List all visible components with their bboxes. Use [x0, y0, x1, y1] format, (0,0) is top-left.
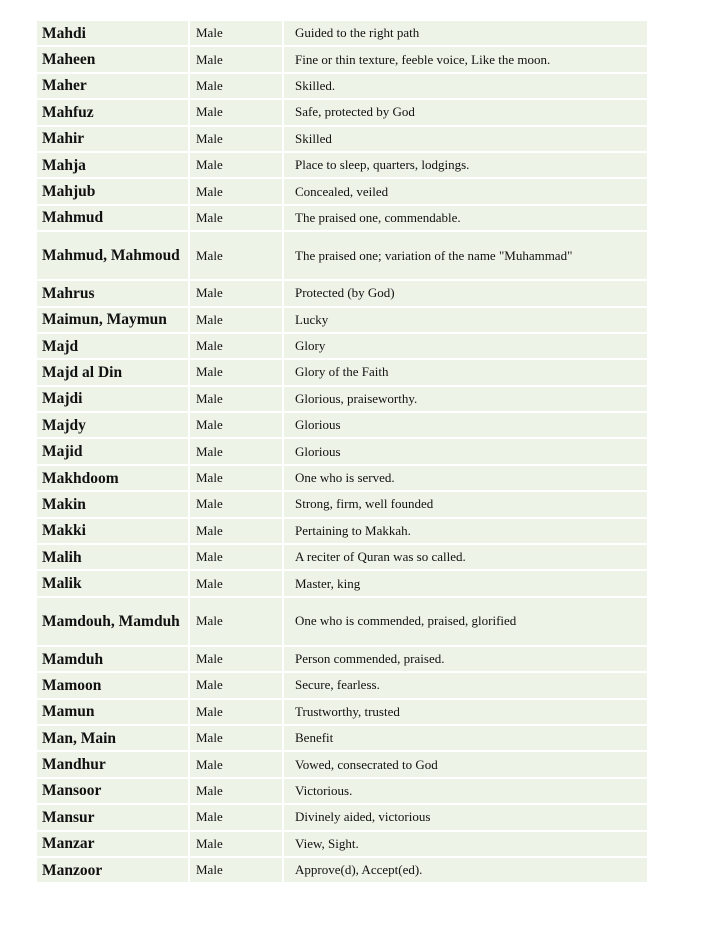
gender-cell: Male — [189, 518, 283, 544]
table-row — [37, 178, 647, 204]
gender-cell: Male — [189, 570, 283, 596]
name-cell: Maher — [37, 73, 189, 99]
meaning-cell: Place to sleep, quarters, lodgings. — [283, 152, 647, 178]
table-row — [37, 412, 647, 438]
meaning-cell: Secure, fearless. — [283, 672, 647, 698]
table-row — [37, 231, 647, 280]
meaning-cell: Guided to the right path — [283, 21, 647, 46]
name-cell: Mansoor — [37, 778, 189, 804]
gender-cell: Male — [189, 778, 283, 804]
meaning-cell: The praised one; variation of the name "Muhammad" — [283, 231, 647, 280]
name-cell: Majd al Din — [37, 359, 189, 385]
meaning-cell: Fine or thin texture, feeble voice, Like the moon. — [283, 46, 647, 72]
meaning-cell: Safe, protected by God — [283, 99, 647, 125]
gender-cell: Male — [189, 152, 283, 178]
meaning-cell: Pertaining to Makkah. — [283, 518, 647, 544]
gender-cell: Male — [189, 21, 283, 46]
gender-cell: Male — [189, 751, 283, 777]
meaning-cell: View, Sight. — [283, 831, 647, 857]
table-row — [37, 333, 647, 359]
gender-cell: Male — [189, 857, 283, 883]
name-cell: Mahjub — [37, 178, 189, 204]
meaning-cell: Concealed, veiled — [283, 178, 647, 204]
gender-cell: Male — [189, 231, 283, 280]
meaning-cell: Trustworthy, trusted — [283, 699, 647, 725]
name-cell: Mahir — [37, 126, 189, 152]
gender-cell: Male — [189, 646, 283, 672]
name-cell: Mahrus — [37, 280, 189, 306]
gender-cell: Male — [189, 699, 283, 725]
meaning-cell: Skilled. — [283, 73, 647, 99]
table-row — [37, 491, 647, 517]
meaning-cell: Divinely aided, victorious — [283, 804, 647, 830]
name-cell: Man, Main — [37, 725, 189, 751]
table-row — [37, 438, 647, 464]
gender-cell: Male — [189, 438, 283, 464]
table-row — [37, 99, 647, 125]
name-cell: Mandhur — [37, 751, 189, 777]
name-cell: Malih — [37, 544, 189, 570]
table-row — [37, 307, 647, 333]
gender-cell: Male — [189, 465, 283, 491]
meaning-cell: One who is served. — [283, 465, 647, 491]
name-cell: Mahmud — [37, 205, 189, 231]
meaning-cell: Skilled — [283, 126, 647, 152]
gender-cell: Male — [189, 831, 283, 857]
table-row — [37, 73, 647, 99]
name-cell: Mansur — [37, 804, 189, 830]
table-row — [37, 725, 647, 751]
gender-cell: Male — [189, 725, 283, 751]
meaning-cell: Benefit — [283, 725, 647, 751]
table-row — [37, 46, 647, 72]
name-cell: Malik — [37, 570, 189, 596]
name-cell: Mamduh — [37, 646, 189, 672]
meaning-cell: One who is commended, praised, glorified — [283, 597, 647, 646]
name-cell: Mahdi — [37, 21, 189, 46]
table-row — [37, 126, 647, 152]
name-cell: Makki — [37, 518, 189, 544]
table-row — [37, 465, 647, 491]
name-cell: Maimun, Maymun — [37, 307, 189, 333]
table-row — [37, 751, 647, 777]
gender-cell: Male — [189, 178, 283, 204]
name-cell: Mamoon — [37, 672, 189, 698]
table-row — [37, 778, 647, 804]
gender-cell: Male — [189, 126, 283, 152]
table-row — [37, 672, 647, 698]
table-row — [37, 21, 647, 46]
gender-cell: Male — [189, 597, 283, 646]
meaning-cell: Glory of the Faith — [283, 359, 647, 385]
meaning-cell: Approve(d), Accept(ed). — [283, 857, 647, 883]
gender-cell: Male — [189, 672, 283, 698]
name-cell: Majid — [37, 438, 189, 464]
gender-cell: Male — [189, 73, 283, 99]
table-row — [37, 544, 647, 570]
meaning-cell: Glorious, praiseworthy. — [283, 386, 647, 412]
name-cell: Mahja — [37, 152, 189, 178]
table-row — [37, 152, 647, 178]
gender-cell: Male — [189, 307, 283, 333]
meaning-cell: A reciter of Quran was so called. — [283, 544, 647, 570]
names-table-body — [37, 21, 647, 883]
name-cell: Makin — [37, 491, 189, 517]
meaning-cell: Master, king — [283, 570, 647, 596]
gender-cell: Male — [189, 205, 283, 231]
table-row — [37, 570, 647, 596]
gender-cell: Male — [189, 544, 283, 570]
meaning-cell: Glory — [283, 333, 647, 359]
meaning-cell: Vowed, consecrated to God — [283, 751, 647, 777]
name-cell: Manzar — [37, 831, 189, 857]
gender-cell: Male — [189, 386, 283, 412]
names-table — [37, 21, 647, 884]
name-cell: Mamun — [37, 699, 189, 725]
name-cell: Majd — [37, 333, 189, 359]
table-row — [37, 280, 647, 306]
name-cell: Majdi — [37, 386, 189, 412]
meaning-cell: Lucky — [283, 307, 647, 333]
meaning-cell: Glorious — [283, 438, 647, 464]
table-row — [37, 597, 647, 646]
table-row — [37, 386, 647, 412]
gender-cell: Male — [189, 804, 283, 830]
table-row — [37, 518, 647, 544]
name-cell: Mahmud, Mahmoud — [37, 231, 189, 280]
table-row — [37, 359, 647, 385]
meaning-cell: Person commended, praised. — [283, 646, 647, 672]
name-cell: Mamdouh, Mamduh — [37, 597, 189, 646]
name-cell: Makhdoom — [37, 465, 189, 491]
table-row — [37, 646, 647, 672]
gender-cell: Male — [189, 99, 283, 125]
gender-cell: Male — [189, 491, 283, 517]
table-row — [37, 831, 647, 857]
gender-cell: Male — [189, 412, 283, 438]
table-row — [37, 205, 647, 231]
meaning-cell: Glorious — [283, 412, 647, 438]
name-cell: Maheen — [37, 46, 189, 72]
gender-cell: Male — [189, 333, 283, 359]
gender-cell: Male — [189, 46, 283, 72]
table-row — [37, 857, 647, 883]
meaning-cell: Victorious. — [283, 778, 647, 804]
table-row — [37, 804, 647, 830]
name-cell: Majdy — [37, 412, 189, 438]
table-row — [37, 699, 647, 725]
gender-cell: Male — [189, 359, 283, 385]
gender-cell: Male — [189, 280, 283, 306]
meaning-cell: Strong, firm, well founded — [283, 491, 647, 517]
name-cell: Mahfuz — [37, 99, 189, 125]
name-cell: Manzoor — [37, 857, 189, 883]
meaning-cell: The praised one, commendable. — [283, 205, 647, 231]
meaning-cell: Protected (by God) — [283, 280, 647, 306]
